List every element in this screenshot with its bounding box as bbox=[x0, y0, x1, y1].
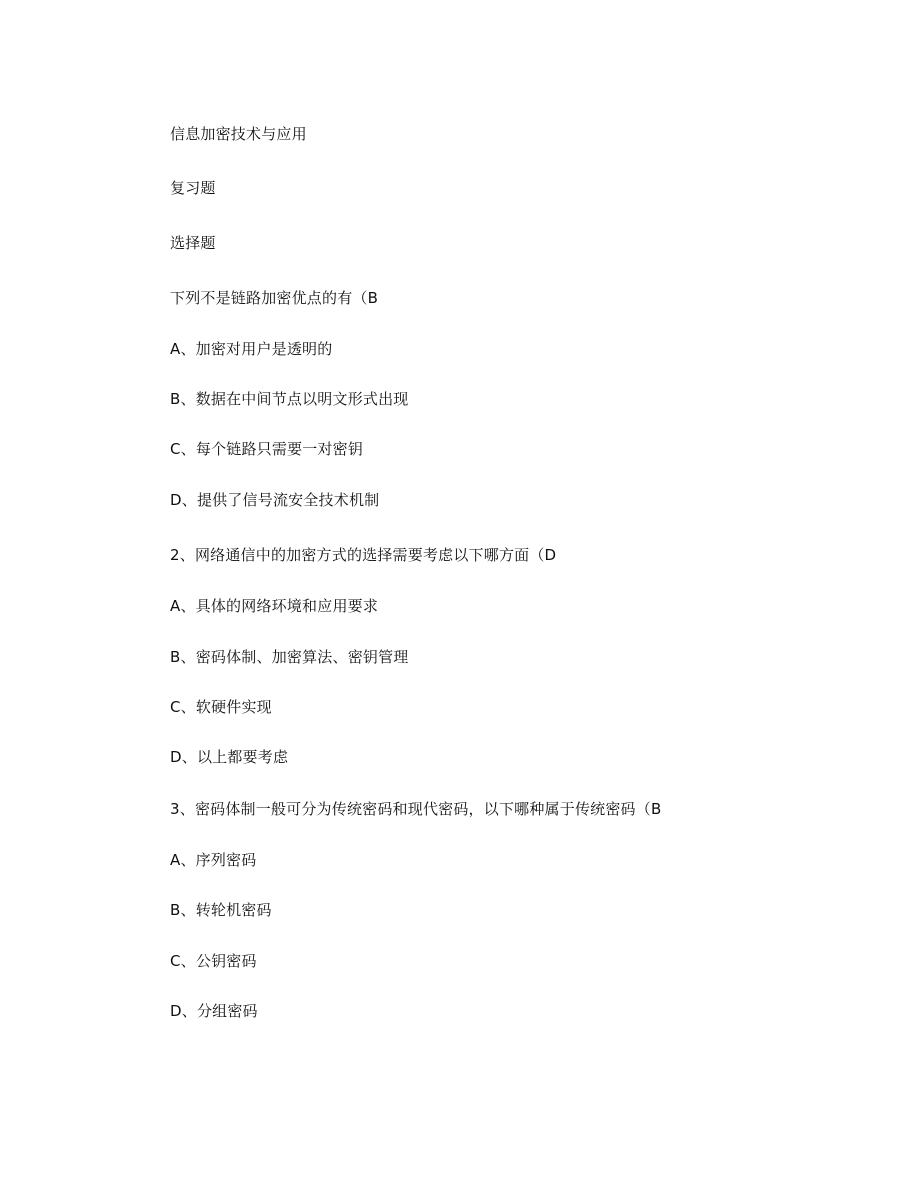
question-3-option-c: C、公钥密码 bbox=[170, 952, 257, 970]
question-1-option-a: A、加密对用户是透明的 bbox=[170, 340, 333, 358]
question-2-option-b: B、密码体制、加密算法、密钥管理 bbox=[170, 648, 409, 666]
question-1-stem: 下列不是链路加密优点的有（B bbox=[170, 289, 379, 307]
document-title: 信息加密技术与应用 bbox=[170, 125, 307, 143]
question-1-option-c: C、每个链路只需要一对密钥 bbox=[170, 440, 364, 458]
question-3-option-a: A、序列密码 bbox=[170, 851, 257, 869]
question-2-option-c: C、软硬件实现 bbox=[170, 698, 272, 716]
question-3-option-b: B、转轮机密码 bbox=[170, 901, 272, 919]
document-subtitle: 复习题 bbox=[170, 179, 216, 197]
question-2-option-a: A、具体的网络环境和应用要求 bbox=[170, 597, 379, 615]
question-2-option-d: D、以上都要考虑 bbox=[170, 748, 289, 766]
question-3-option-d: D、分组密码 bbox=[170, 1002, 258, 1020]
question-1-option-d: D、提供了信号流安全技术机制 bbox=[170, 491, 380, 509]
section-heading: 选择题 bbox=[170, 234, 216, 252]
question-3-stem: 3、密码体制一般可分为传统密码和现代密码，以下哪种属于传统密码（B bbox=[170, 800, 662, 818]
question-1-option-b: B、数据在中间节点以明文形式出现 bbox=[170, 390, 409, 408]
question-2-stem: 2、网络通信中的加密方式的选择需要考虑以下哪方面（D bbox=[170, 546, 557, 564]
